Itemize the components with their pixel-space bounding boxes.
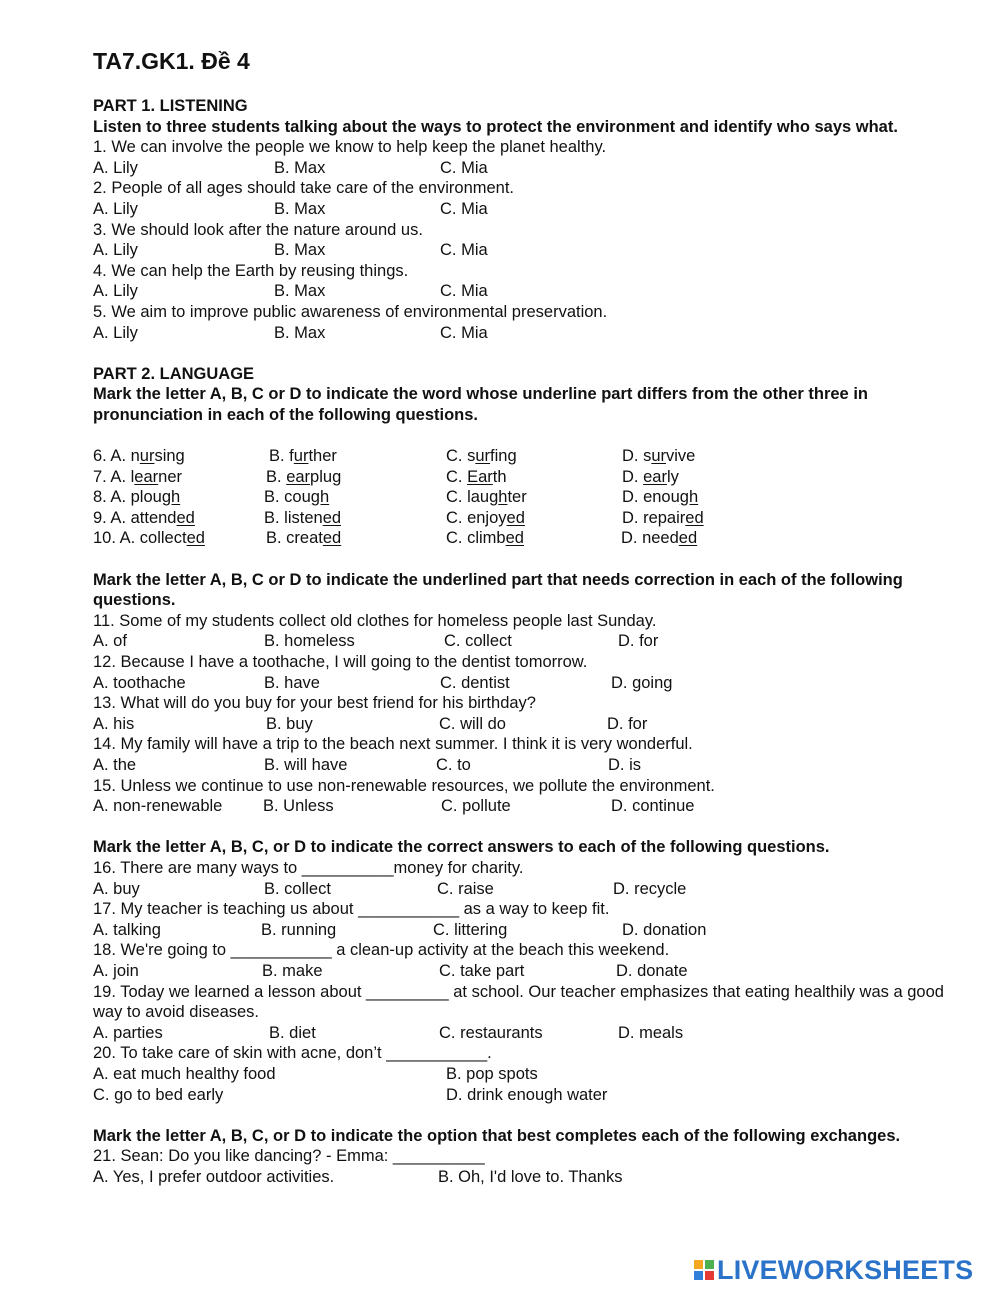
option-d[interactable] [621, 528, 697, 549]
option-d[interactable]: D. recycle [613, 879, 687, 898]
option-b[interactable]: B. pop spots [446, 1064, 538, 1083]
question-8-options [93, 487, 953, 508]
question-20: 20. To take care of skin with acne, don’t ___________. [93, 1044, 492, 1063]
underlined-part: h [498, 488, 508, 507]
option-d[interactable]: D. for [607, 714, 648, 733]
option-c[interactable]: C. go to bed early [93, 1085, 224, 1104]
option-b[interactable] [266, 528, 341, 549]
option-a[interactable]: A. parties [93, 1023, 163, 1042]
option-a[interactable]: A. his [93, 714, 135, 733]
option-a[interactable]: A. eat much healthy food [93, 1064, 276, 1083]
option-c[interactable] [446, 446, 517, 467]
option-b[interactable] [264, 508, 341, 529]
option-b[interactable]: B. Unless [263, 797, 334, 816]
option-c[interactable]: C. Mia [440, 323, 488, 342]
option-text: B. cou [264, 488, 311, 507]
question-3: 3. We should look after the nature around us. [93, 220, 423, 239]
underlined-part: ur [293, 447, 309, 466]
option-text: 7. A. l [93, 467, 135, 486]
option-a[interactable]: A. Yes, I prefer outdoor activities. [93, 1167, 335, 1186]
option-c[interactable] [446, 487, 527, 508]
option-c[interactable]: C. to [436, 756, 471, 774]
part1-heading: PART 1. LISTENING [93, 97, 248, 115]
option-text: D. enou [622, 488, 680, 507]
option-text: ly [666, 467, 679, 486]
option-d[interactable] [622, 446, 695, 467]
option-a[interactable]: A. Lily [93, 199, 138, 218]
page-title: TA7.GK1. Đề 4 [93, 48, 250, 74]
question-10-options [93, 528, 953, 549]
option-text: C. enjoy [446, 508, 507, 527]
logo-mark-icon [694, 1260, 714, 1280]
option-b[interactable]: B. make [262, 961, 323, 980]
option-a[interactable] [93, 487, 180, 508]
option-text: B. [266, 467, 287, 486]
underlined-part: ed [685, 508, 704, 527]
question-18-options [93, 961, 953, 982]
option-text: 10. A. collect [93, 529, 187, 548]
option-text: ner [158, 467, 182, 486]
question-19: 19. Today we learned a lesson about _________ at school. Our teacher emphasizes that eating healthily was a good way to avoid diseases. [93, 982, 944, 1022]
question-16: 16. There are many ways to __________money for charity. [93, 858, 524, 877]
option-b[interactable]: B. Oh, I'd love to. Thanks [438, 1167, 623, 1186]
question-20-options-row2 [93, 1085, 953, 1106]
option-d[interactable]: D. for [618, 632, 659, 651]
question-11-options [93, 631, 953, 652]
underlined-part: ed [186, 529, 205, 548]
option-text: vive [666, 447, 696, 466]
option-c[interactable]: C. will do [439, 714, 506, 733]
question-16-options [93, 879, 953, 900]
option-c[interactable]: C. littering [433, 920, 508, 939]
logo-text: LIVEWORKSHEETS [717, 1254, 974, 1285]
question-21: 21. Sean: Do you like dancing? - Emma: __________ [93, 1147, 485, 1166]
underlined-part: ed [505, 529, 524, 548]
option-a[interactable]: A. Lily [93, 158, 138, 177]
underlined-part: ur [139, 447, 155, 466]
option-c[interactable]: C. Mia [440, 199, 488, 218]
option-a[interactable]: A. join [93, 961, 139, 980]
option-text: 8. A. plou [93, 488, 162, 507]
question-13-options [93, 714, 953, 735]
option-text: ter [507, 488, 527, 507]
option-c[interactable]: C. take part [439, 961, 525, 980]
option-b[interactable] [269, 446, 337, 467]
liveworksheets-logo[interactable] [694, 1256, 973, 1284]
question-14: 14. My family will have a trip to the beach next summer. I think it is very wonderful. [93, 735, 693, 754]
question-18: 18. We're going to ___________ a clean-up activity at the beach this weekend. [93, 941, 670, 960]
option-a[interactable]: A. buy [93, 879, 140, 898]
option-text: sing [154, 447, 185, 466]
option-d[interactable] [622, 508, 704, 529]
option-text: B. f [269, 447, 294, 466]
option-text: B. creat [266, 529, 323, 548]
option-text: D. [622, 467, 644, 486]
option-b[interactable]: B. Max [274, 199, 326, 218]
option-d[interactable]: D. meals [618, 1023, 684, 1042]
option-text: ther [308, 447, 337, 466]
option-text: D. s [622, 447, 652, 466]
option-d[interactable]: D. donation [622, 920, 707, 939]
option-c[interactable]: C. raise [437, 879, 494, 898]
question-13: 13. What will do you buy for your best friend for his birthday? [93, 694, 536, 713]
underlined-part: ear [286, 467, 311, 486]
question-7-options [93, 467, 953, 488]
question-2: 2. People of all ages should take care of the environment. [93, 179, 515, 198]
question-4: 4. We can help the Earth by reusing things. [93, 261, 409, 280]
option-c[interactable]: C. dentist [440, 673, 510, 692]
option-d[interactable] [622, 487, 698, 508]
option-c[interactable]: C. Mia [440, 241, 488, 260]
option-a[interactable] [93, 528, 205, 549]
answers-instruction: Mark the letter A, B, C, or D to indicate the correct answers to each of the following questions. [93, 838, 830, 857]
option-a[interactable]: A. non-renewable [93, 797, 223, 816]
question-2-options [93, 199, 953, 220]
question-21-options [93, 1167, 953, 1188]
option-a[interactable]: A. the [93, 756, 137, 774]
option-b[interactable]: B. buy [266, 714, 313, 733]
underlined-part: ed [506, 508, 525, 527]
underlined-part: gh [310, 488, 330, 507]
option-b[interactable]: B. collect [264, 879, 331, 898]
underlined-part: gh [161, 488, 181, 507]
option-b[interactable] [264, 487, 329, 508]
part1-instruction: Listen to three students talking about the ways to protect the environment and identify who says what. [93, 117, 898, 136]
underlined-part: gh [679, 488, 699, 507]
option-a[interactable]: A. Lily [93, 241, 138, 260]
question-15: 15. Unless we continue to use non-renewable resources, we pollute the environment. [93, 776, 715, 795]
pronunciation-questions [93, 446, 953, 549]
question-12-options [93, 673, 953, 694]
question-17-options [93, 920, 953, 941]
option-c[interactable] [446, 508, 525, 529]
answer-questions [93, 858, 953, 1043]
part1-questions [93, 137, 953, 343]
question-1-options [93, 158, 953, 179]
option-a[interactable]: A. of [93, 632, 127, 651]
option-c[interactable]: C. Mia [440, 158, 488, 177]
option-d[interactable] [622, 467, 679, 488]
option-d[interactable]: D. going [611, 673, 673, 692]
pronunciation-instruction: Mark the letter A, B, C or D to indicate the word whose underline part differs from the other three in pronunciation in each of the following questions. [93, 385, 868, 424]
underlined-part: ed [322, 508, 342, 527]
worksheet [93, 44, 953, 1187]
question-3-options [93, 240, 953, 261]
option-b[interactable]: B. running [261, 920, 337, 939]
option-a[interactable]: A. Lily [93, 282, 138, 301]
option-b[interactable]: B. Max [274, 323, 326, 342]
option-text: D. repair [622, 508, 686, 527]
question-12: 12. Because I have a toothache, I will going to the dentist tomorrow. [93, 653, 588, 672]
underlined-part: Ear [467, 467, 493, 486]
question-14-options [93, 755, 953, 776]
question-6-options [93, 446, 953, 467]
question-1: 1. We can involve the people we know to help keep the planet healthy. [93, 138, 607, 157]
option-text: C. climb [446, 529, 506, 548]
option-a[interactable]: A. talking [93, 920, 161, 939]
option-b[interactable]: B. will have [264, 756, 348, 774]
option-text: plug [310, 467, 342, 486]
option-text: D. need [621, 529, 679, 548]
option-b[interactable]: B. Max [274, 241, 326, 260]
option-d[interactable]: D. is [608, 756, 641, 774]
option-text: B. listen [264, 508, 323, 527]
underlined-part: ed [678, 529, 698, 548]
option-c[interactable]: C. Mia [440, 282, 488, 301]
option-d[interactable]: D. drink enough water [446, 1085, 608, 1104]
correction-questions [93, 611, 953, 817]
underlined-part: ear [134, 467, 159, 486]
option-text: C. s [446, 447, 476, 466]
underlined-part: ed [322, 529, 342, 548]
option-text: fing [490, 447, 517, 466]
option-b[interactable]: B. have [264, 673, 320, 692]
option-b[interactable]: B. diet [269, 1023, 316, 1042]
exchanges-instruction: Mark the letter A, B, C, or D to indicate the option that best completes each of the following exchanges. [93, 1126, 901, 1145]
question-5-options [93, 323, 953, 344]
option-text: C. laug [446, 488, 499, 507]
correction-instruction: Mark the letter A, B, C or D to indicate the underlined part that needs correction in each of the following questions. [93, 570, 903, 610]
option-b[interactable] [266, 467, 341, 488]
option-c[interactable] [446, 528, 524, 549]
option-a[interactable]: A. Lily [93, 323, 138, 342]
part2-heading: PART 2. LANGUAGE [93, 364, 255, 383]
question-4-options [93, 281, 953, 302]
option-c[interactable] [446, 467, 507, 488]
option-text: 9. A. attend [93, 508, 177, 527]
question-19-options [93, 1023, 953, 1044]
option-c[interactable]: C. pollute [441, 797, 511, 816]
underlined-part: ur [475, 447, 491, 466]
question-9-options [93, 508, 953, 529]
option-c[interactable]: C. restaurants [439, 1023, 543, 1042]
option-b[interactable]: B. Max [274, 282, 326, 301]
option-text: th [492, 467, 507, 486]
option-b[interactable]: B. Max [274, 158, 326, 177]
question-17: 17. My teacher is teaching us about ___________ as a way to keep fit. [93, 900, 610, 919]
option-a[interactable] [93, 508, 195, 529]
question-15-options [93, 796, 953, 817]
question-5: 5. We aim to improve public awareness of environmental preservation. [93, 302, 608, 321]
question-11: 11. Some of my students collect old clothes for homeless people last Sunday. [93, 611, 657, 630]
underlined-part: ed [176, 508, 195, 527]
option-d[interactable]: D. continue [611, 797, 695, 816]
question-20-options-row1 [93, 1064, 953, 1085]
option-d[interactable]: D. donate [616, 961, 688, 980]
option-text: 6. A. n [93, 447, 140, 466]
underlined-part: ur [651, 447, 667, 466]
option-b[interactable]: B. homeless [264, 632, 355, 651]
option-a[interactable]: A. toothache [93, 673, 186, 692]
underlined-part: ear [643, 467, 667, 486]
option-a[interactable] [93, 467, 182, 488]
option-c[interactable]: C. collect [444, 632, 512, 651]
option-a[interactable] [93, 446, 185, 467]
option-text: C. [446, 467, 468, 486]
